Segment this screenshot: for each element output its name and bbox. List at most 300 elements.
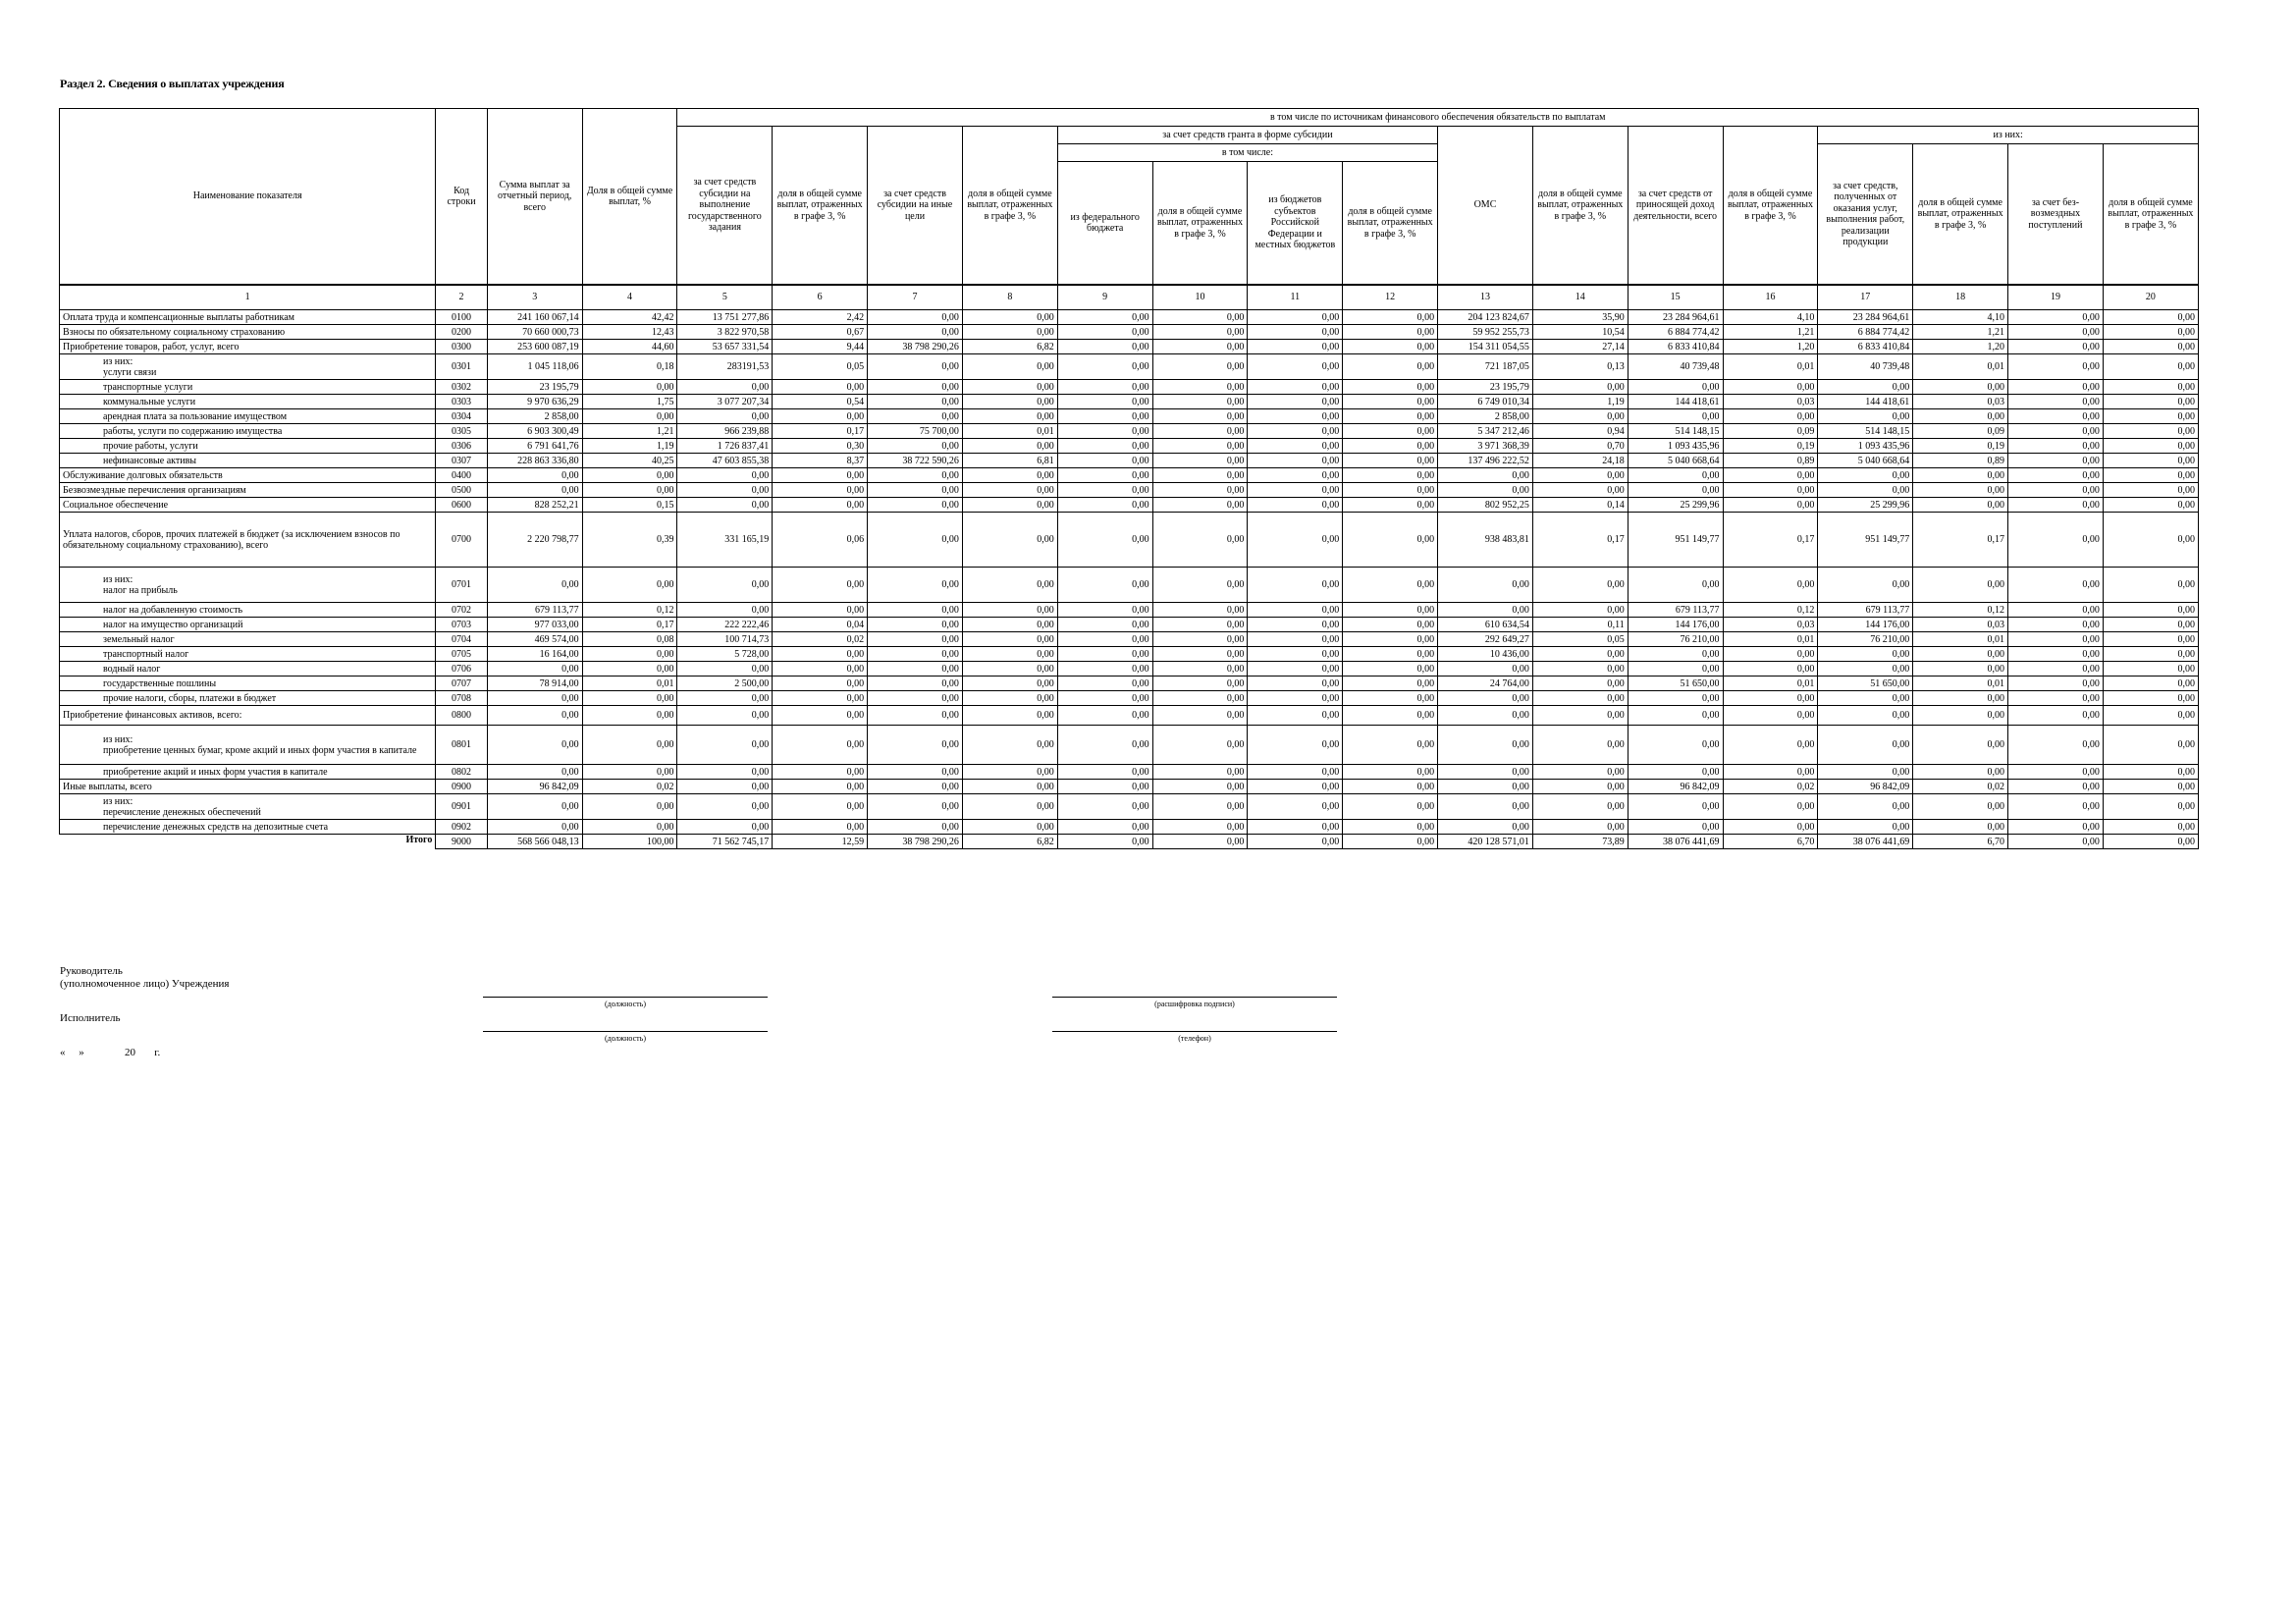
header-c7: за счет средств субсидии на иные цели: [868, 127, 963, 286]
cell-value: 0,00: [677, 662, 773, 677]
column-number: 11: [1248, 285, 1343, 310]
date-line: « » 20 г.: [60, 1047, 161, 1058]
table-row: [60, 325, 2199, 340]
cell-value: 0,00: [1628, 468, 1723, 483]
table-row: [60, 513, 2199, 568]
cell-value: 0,00: [1818, 468, 1913, 483]
column-number: 5: [677, 285, 773, 310]
column-number: 4: [582, 285, 677, 310]
cell-value: 0,00: [868, 513, 963, 568]
row-name: перечисление денежных средств на депозитные счета: [60, 820, 436, 835]
cell-value: 6 884 774,42: [1818, 325, 1913, 340]
cell-value: 59 952 255,73: [1438, 325, 1533, 340]
cell-value: 0,12: [1913, 603, 2008, 618]
cell-value: 0,00: [1248, 677, 1343, 691]
header-c10: доля в общей сумме выплат, отраженных в графе 3, %: [1152, 162, 1248, 286]
head-label-1: Руководитель: [60, 965, 123, 977]
row-name: налог на имущество организаций: [60, 618, 436, 632]
cell-value: 0,00: [2008, 603, 2104, 618]
cell-value: 38 722 590,26: [868, 454, 963, 468]
column-number-row: [60, 285, 2199, 310]
cell-value: 0,00: [1343, 325, 1438, 340]
cell-value: 6,82: [962, 835, 1057, 849]
row-name: водный налог: [60, 662, 436, 677]
cell-value: 0,05: [1532, 632, 1628, 647]
cell-value: 0,00: [2103, 726, 2198, 765]
row-name: Итого: [60, 835, 436, 849]
cell-value: 0,00: [487, 706, 582, 726]
cell-value: 0,00: [1152, 424, 1248, 439]
cell-value: 0,00: [677, 765, 773, 780]
cell-value: 0,00: [487, 794, 582, 820]
cell-value: 0,00: [1248, 468, 1343, 483]
sign-line-position: [483, 997, 768, 998]
cell-value: 0,00: [1152, 662, 1248, 677]
table-row: [60, 820, 2199, 835]
cell-value: 0,00: [1532, 409, 1628, 424]
cell-value: 0,00: [1818, 820, 1913, 835]
cell-value: 0,00: [1532, 647, 1628, 662]
cell-value: 5 040 668,64: [1818, 454, 1913, 468]
cell-value: 0,00: [1818, 706, 1913, 726]
column-number: 19: [2008, 285, 2104, 310]
cell-value: 0,70: [1532, 439, 1628, 454]
row-code: 0307: [436, 454, 487, 468]
cell-value: 0,00: [868, 568, 963, 603]
cell-value: 12,43: [582, 325, 677, 340]
cell-value: 0,00: [1152, 454, 1248, 468]
row-code: 0802: [436, 765, 487, 780]
cell-value: 568 566 048,13: [487, 835, 582, 849]
row-name: из них: услуги связи: [60, 354, 436, 380]
row-code: 0704: [436, 632, 487, 647]
row-code: 0800: [436, 706, 487, 726]
cell-value: 5 347 212,46: [1438, 424, 1533, 439]
cell-value: 0,00: [773, 647, 868, 662]
cell-value: 0,00: [1818, 691, 1913, 706]
cell-value: 0,00: [582, 691, 677, 706]
cell-value: 0,00: [962, 677, 1057, 691]
cell-value: 0,00: [773, 794, 868, 820]
cell-value: 0,00: [1152, 677, 1248, 691]
sign-line-signature: [1052, 997, 1337, 998]
cell-value: 0,00: [1532, 794, 1628, 820]
cell-value: 0,00: [1248, 380, 1343, 395]
cell-value: 51 650,00: [1628, 677, 1723, 691]
cell-value: 0,00: [868, 483, 963, 498]
cell-value: 2,42: [773, 310, 868, 325]
cell-value: 0,00: [1818, 765, 1913, 780]
cell-value: 8,37: [773, 454, 868, 468]
column-number: 14: [1532, 285, 1628, 310]
cell-value: 0,00: [1152, 340, 1248, 354]
column-number: 2: [436, 285, 487, 310]
cell-value: 0,00: [2103, 380, 2198, 395]
cell-value: 0,00: [1248, 424, 1343, 439]
header-c16: доля в общей сумме выплат, отраженных в графе 3, %: [1723, 127, 1818, 286]
cell-value: 0,00: [582, 380, 677, 395]
header-c11: из бюджетов субъектов Российской Федерации и местных бюджетов: [1248, 162, 1343, 286]
header-c20: доля в общей сумме выплат, отраженных в графе 3, %: [2103, 144, 2198, 286]
cell-value: 0,00: [582, 468, 677, 483]
cell-value: 0,00: [1152, 409, 1248, 424]
cell-value: 0,00: [1438, 780, 1533, 794]
row-name: Безвозмездные перечисления организациям: [60, 483, 436, 498]
row-code: 0902: [436, 820, 487, 835]
row-name: государственные пошлины: [60, 677, 436, 691]
cell-value: 0,00: [1057, 310, 1152, 325]
cell-value: 6,82: [962, 340, 1057, 354]
cell-value: 0,00: [1438, 794, 1533, 820]
cell-value: 0,00: [1343, 618, 1438, 632]
cell-value: 0,00: [2103, 677, 2198, 691]
cell-value: 0,14: [1532, 498, 1628, 513]
cell-value: 0,00: [1248, 835, 1343, 849]
cell-value: 0,00: [1343, 513, 1438, 568]
cell-value: 0,00: [962, 662, 1057, 677]
cell-value: 0,00: [773, 498, 868, 513]
cell-value: 0,00: [2008, 706, 2104, 726]
cell-value: 0,02: [1723, 780, 1818, 794]
cell-value: 6 749 010,34: [1438, 395, 1533, 409]
row-name: прочие налоги, сборы, платежи в бюджет: [60, 691, 436, 706]
cell-value: 0,00: [582, 647, 677, 662]
column-number: 10: [1152, 285, 1248, 310]
cell-value: 25 299,96: [1628, 498, 1723, 513]
cell-value: 0,00: [1057, 726, 1152, 765]
cell-value: 241 160 067,14: [487, 310, 582, 325]
table-row: [60, 395, 2199, 409]
cell-value: 0,00: [868, 603, 963, 618]
cell-value: 0,00: [962, 618, 1057, 632]
header-total-sum: Сумма выплат за отчетный период, всего: [487, 109, 582, 286]
cell-value: 0,00: [1057, 325, 1152, 340]
row-code: 0200: [436, 325, 487, 340]
cell-value: 0,00: [962, 498, 1057, 513]
cell-value: 0,00: [1057, 340, 1152, 354]
cell-value: 0,03: [1723, 395, 1818, 409]
cell-value: 966 239,88: [677, 424, 773, 439]
cell-value: 0,00: [677, 794, 773, 820]
cell-value: 38 798 290,26: [868, 835, 963, 849]
cell-value: 0,00: [2103, 409, 2198, 424]
cell-value: 0,00: [2008, 483, 2104, 498]
cell-value: 0,00: [2008, 310, 2104, 325]
cell-value: 0,00: [962, 439, 1057, 454]
cell-value: 0,00: [1057, 513, 1152, 568]
cell-value: 0,00: [582, 409, 677, 424]
header-c15: за счет средств от приносящей доход деятельности, всего: [1628, 127, 1723, 286]
cell-value: 0,00: [773, 706, 868, 726]
cell-value: 0,02: [773, 632, 868, 647]
cell-value: 0,00: [1343, 483, 1438, 498]
cell-value: 0,67: [773, 325, 868, 340]
cell-value: 0,00: [1152, 354, 1248, 380]
cell-value: 0,94: [1532, 424, 1628, 439]
cell-value: 0,00: [1152, 780, 1248, 794]
row-name: прочие работы, услуги: [60, 439, 436, 454]
cell-value: 0,00: [1818, 662, 1913, 677]
cell-value: 23 284 964,61: [1818, 310, 1913, 325]
cell-value: 0,00: [1913, 820, 2008, 835]
cell-value: 42,42: [582, 310, 677, 325]
cell-value: 0,00: [677, 498, 773, 513]
cell-value: 0,00: [1628, 380, 1723, 395]
cell-value: 0,00: [2008, 568, 2104, 603]
cell-value: 0,00: [868, 618, 963, 632]
cell-value: 0,00: [1152, 691, 1248, 706]
cell-value: 0,00: [2008, 395, 2104, 409]
cell-value: 0,00: [1343, 820, 1438, 835]
cell-value: 76 210,00: [1818, 632, 1913, 647]
cell-value: 0,00: [1057, 354, 1152, 380]
cell-value: 0,00: [2103, 765, 2198, 780]
cell-value: 4,10: [1723, 310, 1818, 325]
cell-value: 0,00: [962, 483, 1057, 498]
header-share-total: Доля в общей сумме выплат, %: [582, 109, 677, 286]
cell-value: 96 842,09: [487, 780, 582, 794]
cell-value: 16 164,00: [487, 647, 582, 662]
cell-value: 0,00: [1057, 439, 1152, 454]
cell-value: 802 952,25: [1438, 498, 1533, 513]
cell-value: 0,00: [2008, 354, 2104, 380]
cell-value: 0,00: [962, 780, 1057, 794]
header-c12: доля в общей сумме выплат, отраженных в графе 3, %: [1343, 162, 1438, 286]
row-name: Приобретение финансовых активов, всего:: [60, 706, 436, 726]
cell-value: 6 791 641,76: [487, 439, 582, 454]
cell-value: 0,00: [1057, 677, 1152, 691]
cell-value: 0,17: [582, 618, 677, 632]
cell-value: 0,00: [1913, 380, 2008, 395]
cell-value: 0,00: [1438, 706, 1533, 726]
cell-value: 0,00: [1343, 647, 1438, 662]
row-code: 0702: [436, 603, 487, 618]
cell-value: 0,00: [677, 483, 773, 498]
cell-value: 0,00: [487, 765, 582, 780]
cell-value: 0,00: [2008, 726, 2104, 765]
row-code: 0305: [436, 424, 487, 439]
cell-value: 1,21: [582, 424, 677, 439]
row-name: коммунальные услуги: [60, 395, 436, 409]
cell-value: 0,00: [1628, 647, 1723, 662]
table-row: [60, 439, 2199, 454]
cell-value: 144 418,61: [1818, 395, 1913, 409]
cell-value: 0,00: [1343, 835, 1438, 849]
header-c13: ОМС: [1438, 127, 1533, 286]
cell-value: 0,00: [773, 483, 868, 498]
cell-value: 0,00: [1057, 395, 1152, 409]
cell-value: 0,00: [1248, 794, 1343, 820]
cell-value: 610 634,54: [1438, 618, 1533, 632]
cell-value: 0,01: [1723, 354, 1818, 380]
cell-value: 283191,53: [677, 354, 773, 380]
table-row: [60, 780, 2199, 794]
cell-value: 0,00: [868, 380, 963, 395]
header-c9: из федерального бюджета: [1057, 162, 1152, 286]
cell-value: 0,11: [1532, 618, 1628, 632]
cell-value: 38 076 441,69: [1818, 835, 1913, 849]
cell-value: 0,00: [1343, 424, 1438, 439]
cell-value: 0,00: [1438, 726, 1533, 765]
table-row: [60, 835, 2199, 849]
cell-value: 0,00: [1248, 820, 1343, 835]
cell-value: 0,00: [962, 513, 1057, 568]
cell-value: 0,00: [2103, 794, 2198, 820]
cell-value: 0,13: [1532, 354, 1628, 380]
cell-value: 331 165,19: [677, 513, 773, 568]
header-c5: за счет средств субсидии на выполнение государственного задания: [677, 127, 773, 286]
cell-value: 0,00: [962, 395, 1057, 409]
cell-value: 0,00: [1343, 568, 1438, 603]
cell-value: 0,00: [2103, 691, 2198, 706]
cell-value: 0,00: [1723, 483, 1818, 498]
table-row: [60, 568, 2199, 603]
cell-value: 0,00: [868, 647, 963, 662]
cell-value: 0,00: [1057, 454, 1152, 468]
cell-value: 0,00: [1343, 691, 1438, 706]
cell-value: 0,00: [487, 468, 582, 483]
cell-value: 0,00: [1248, 310, 1343, 325]
table-row: [60, 765, 2199, 780]
cell-value: 78 914,00: [487, 677, 582, 691]
cell-value: 0,00: [962, 647, 1057, 662]
table-row: [60, 603, 2199, 618]
cell-value: 0,00: [1913, 498, 2008, 513]
row-code: 0100: [436, 310, 487, 325]
cell-value: 0,00: [1818, 568, 1913, 603]
cell-value: 0,00: [1057, 706, 1152, 726]
cell-value: 0,00: [2103, 354, 2198, 380]
cell-value: 5 040 668,64: [1628, 454, 1723, 468]
table-row: [60, 726, 2199, 765]
row-code: 0600: [436, 498, 487, 513]
cell-value: 0,00: [1057, 765, 1152, 780]
cell-value: 0,00: [1057, 662, 1152, 677]
cell-value: 0,09: [1913, 424, 2008, 439]
cell-value: 0,00: [1152, 835, 1248, 849]
row-name: Уплата налогов, сборов, прочих платежей в бюджет (за исключением взносов по обязательному социальному страхованию), всего: [60, 513, 436, 568]
cell-value: 0,00: [773, 780, 868, 794]
cell-value: 0,00: [1723, 691, 1818, 706]
row-name: Взносы по обязательному социальному страхованию: [60, 325, 436, 340]
cell-value: 27,14: [1532, 340, 1628, 354]
cell-value: 44,60: [582, 340, 677, 354]
cell-value: 100 714,73: [677, 632, 773, 647]
cell-value: 0,00: [1438, 691, 1533, 706]
cell-value: 0,00: [487, 483, 582, 498]
row-code: 0500: [436, 483, 487, 498]
executor-label: Исполнитель: [60, 1012, 121, 1024]
cell-value: 0,00: [677, 409, 773, 424]
cell-value: 0,00: [1248, 483, 1343, 498]
cell-value: 0,00: [2008, 468, 2104, 483]
cell-value: 0,00: [2008, 380, 2104, 395]
column-number: 18: [1913, 285, 2008, 310]
cell-value: 679 113,77: [487, 603, 582, 618]
cell-value: 1,21: [1913, 325, 2008, 340]
cell-value: 0,03: [1913, 395, 2008, 409]
header-of-them: из них:: [1818, 127, 2199, 144]
cell-value: 0,00: [1723, 498, 1818, 513]
cell-value: 1 093 435,96: [1818, 439, 1913, 454]
cell-value: 0,19: [1913, 439, 2008, 454]
cell-value: 0,00: [487, 662, 582, 677]
row-name: приобретение акций и иных форм участия в капитале: [60, 765, 436, 780]
cell-value: 0,00: [2103, 483, 2198, 498]
cell-value: 0,00: [1628, 568, 1723, 603]
cell-value: 0,00: [1913, 662, 2008, 677]
row-code: 9000: [436, 835, 487, 849]
cell-value: 6,70: [1723, 835, 1818, 849]
cell-value: 6 884 774,42: [1628, 325, 1723, 340]
table-row: [60, 340, 2199, 354]
cell-value: 0,09: [1723, 424, 1818, 439]
column-number: 17: [1818, 285, 1913, 310]
cell-value: 0,00: [1248, 603, 1343, 618]
cell-value: 0,06: [773, 513, 868, 568]
cell-value: 0,00: [1628, 483, 1723, 498]
cell-value: 0,00: [1057, 647, 1152, 662]
cell-value: 13 751 277,86: [677, 310, 773, 325]
caption-signature: (расшифровка подписи): [1154, 1000, 1235, 1008]
cell-value: 0,00: [2008, 439, 2104, 454]
table-row: [60, 454, 2199, 468]
column-number: 7: [868, 285, 963, 310]
cell-value: 0,00: [1152, 325, 1248, 340]
table-row: [60, 424, 2199, 439]
cell-value: 0,00: [773, 468, 868, 483]
cell-value: 0,39: [582, 513, 677, 568]
cell-value: 0,00: [2008, 454, 2104, 468]
cell-value: 0,00: [2103, 439, 2198, 454]
cell-value: 0,00: [773, 409, 868, 424]
cell-value: 0,00: [1248, 325, 1343, 340]
row-code: 0705: [436, 647, 487, 662]
cell-value: 0,00: [1438, 820, 1533, 835]
cell-value: 0,00: [1628, 726, 1723, 765]
cell-value: 0,00: [1532, 820, 1628, 835]
cell-value: 0,00: [487, 691, 582, 706]
cell-value: 0,00: [1532, 603, 1628, 618]
cell-value: 10,54: [1532, 325, 1628, 340]
cell-value: 0,01: [1913, 632, 2008, 647]
cell-value: 0,00: [1343, 632, 1438, 647]
cell-value: 0,54: [773, 395, 868, 409]
cell-value: 3 077 207,34: [677, 395, 773, 409]
cell-value: 0,00: [1248, 454, 1343, 468]
cell-value: 0,00: [2103, 513, 2198, 568]
header-name: Наименование показателя: [60, 109, 436, 286]
cell-value: 0,00: [582, 662, 677, 677]
cell-value: 204 123 824,67: [1438, 310, 1533, 325]
cell-value: 0,00: [1152, 603, 1248, 618]
cell-value: 0,00: [1248, 647, 1343, 662]
cell-value: 0,00: [773, 380, 868, 395]
cell-value: 0,01: [1913, 354, 2008, 380]
cell-value: 0,00: [677, 468, 773, 483]
cell-value: 0,00: [2103, 395, 2198, 409]
cell-value: 0,00: [868, 765, 963, 780]
cell-value: 0,00: [2008, 794, 2104, 820]
cell-value: 0,00: [1248, 439, 1343, 454]
cell-value: 0,00: [1152, 647, 1248, 662]
table-row: [60, 662, 2199, 677]
row-code: 0701: [436, 568, 487, 603]
cell-value: 0,00: [868, 662, 963, 677]
column-number: 12: [1343, 285, 1438, 310]
cell-value: 0,00: [2103, 618, 2198, 632]
cell-value: 0,01: [1723, 632, 1818, 647]
